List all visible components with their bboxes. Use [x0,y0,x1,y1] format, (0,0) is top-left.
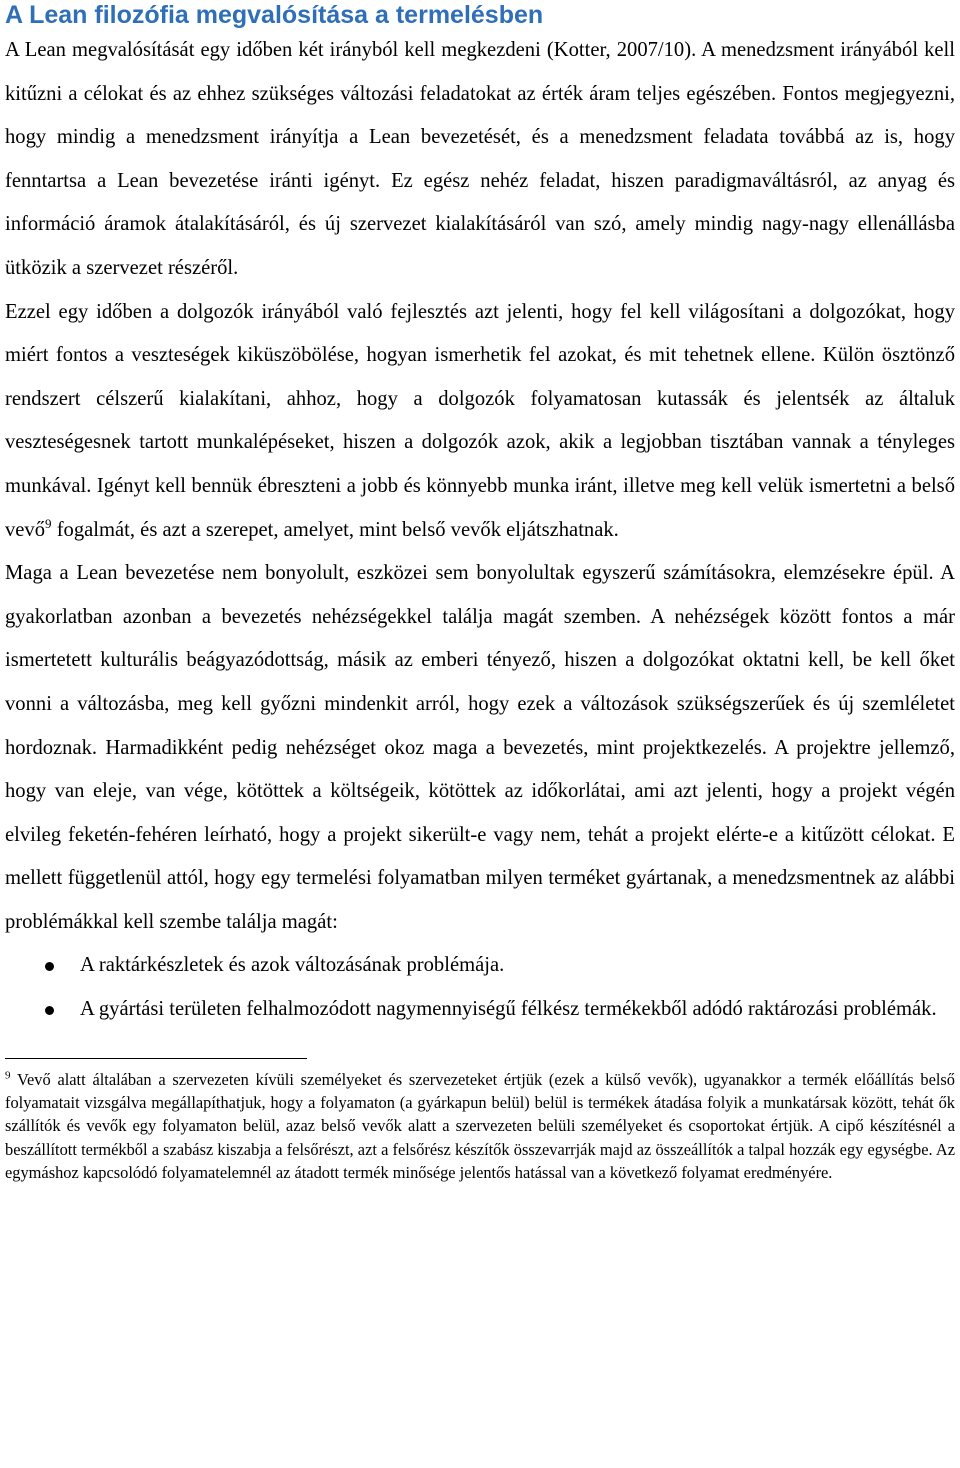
bullet-item: A gyártási területen felhalmozódott nagymennyiségű félkész termékekből adódó raktározási problémák. [5,988,955,1032]
footnote-text: Vevő alatt általában a szervezeten kívüli személyeket és szervezeteket értjük (ezek a külső vevők), ugyanakkor a termék előállítás belső folyamatait vizsgálva megállapíthatjuk, hogy a folyamaton (a gyárkapun belül) belül is termékek átadása folyik a munkatársak között, tehát ők szállítók és vevők egy folyamaton belül, azaz belső vevők alatt a szervezeten belüli személyeket és csoportokat értjük. A cipő készítésnél a beszállított termékből a szabász kiszabja a felsőrészt, azt a felsőrész készítők összevarrják majd az összeállítók a talpal hozzák egy egységbe. Az egymáshoz kapcsolódó folyamatelemnél az átadott termék minősége jelentős hatással van a következő folyamat eredményére. [5,1069,955,1183]
paragraph-2-text: Ezzel egy időben a dolgozók irányából való fejlesztés azt jelenti, hogy fel kell világosítani a dolgozókat, hogy miért fontos a veszteségek kiküszöbölése, hogyan ismerhetik fel azokat, és mit tehetnek ellene. Külön ösztönző rendszert célszerű kialakítani, ahhoz, hogy a dolgozók folyamatosan kutassák és jelentsék az általuk veszteségesnek tartott munkalépéseket, hiszen a dolgozók azok, akik a legjobban tisztában vannak a tényleges munkával. Igényt kell bennük ébreszteni a jobb és könnyebb munka iránt, illetve meg kell velük ismertetni a belső vevő [5,300,955,541]
paragraph-2-tail: fogalmát, és azt a szerepet, amelyet, mint belső vevők eljátszhatnak. [56,518,619,541]
bullet-list [5,944,955,1031]
paragraph-2 [5,291,955,553]
footnote-number: 9 [5,1069,11,1082]
bullet-item: A raktárkészletek és azok változásának problémája. [5,944,955,988]
footnote [5,1068,955,1185]
footnote-reference[interactable]: 9 [45,515,52,531]
footnote-separator [5,1058,307,1059]
body-text [5,29,955,1032]
section-heading: A Lean filozófia megvalósítása a termelésben [5,1,544,29]
paragraph-1: A Lean megvalósítását egy időben két irányból kell megkezdeni (Kotter, 2007/10). A menedzsment irányából kell kitűzni a célokat és az ehhez szükséges változási feladatokat az érték áram teljes egészében. Fontos megjegyezni, hogy mindig a menedzsment irányítja a Lean bevezetését, és a menedzsment feladata továbbá az is, hogy fenntartsa a Lean bevezetése iránti igényt. Ez egész nehéz feladat, hiszen paradigmaváltásról, az anyag és információ áramok átalakításáról, és új szervezet kialakításáról van szó, amely mindig nagy-nagy ellenállásba ütközik a szervezet részéről. [5,39,955,279]
paragraph-3: Maga a Lean bevezetése nem bonyolult, eszközei sem bonyolultak egyszerű számításokra, elemzésekre épül. A gyakorlatban azonban a bevezetés nehézségekkel találja magát szemben. A nehézségek között fontos a már ismertetett kulturális beágyazódottság, másik az emberi tényező, hiszen a dolgozókat oktatni kell, be kell őket vonni a változásba, meg kell győzni mindenkit arról, hogy ezek a változások szükségszerűek és új szemléletet hordoznak. Harmadikként pedig nehézséget okoz maga a bevezetés, mint projektkezelés. A projektre jellemző, hogy van eleje, van vége, kötöttek a költségeik, kötöttek az időkorlátai, ami azt jelenti, hogy a projekt végén elvileg feketén-fehéren leírható, hogy a projekt sikerült-e vagy nem, tehát a projekt elérte-e a kitűzött célokat. E mellett függetlenül attól, hogy egy termelési folyamatban milyen terméket gyártanak, a menedzsmentnek az alábbi problémákkal kell szembe találja magát: [5,562,955,933]
